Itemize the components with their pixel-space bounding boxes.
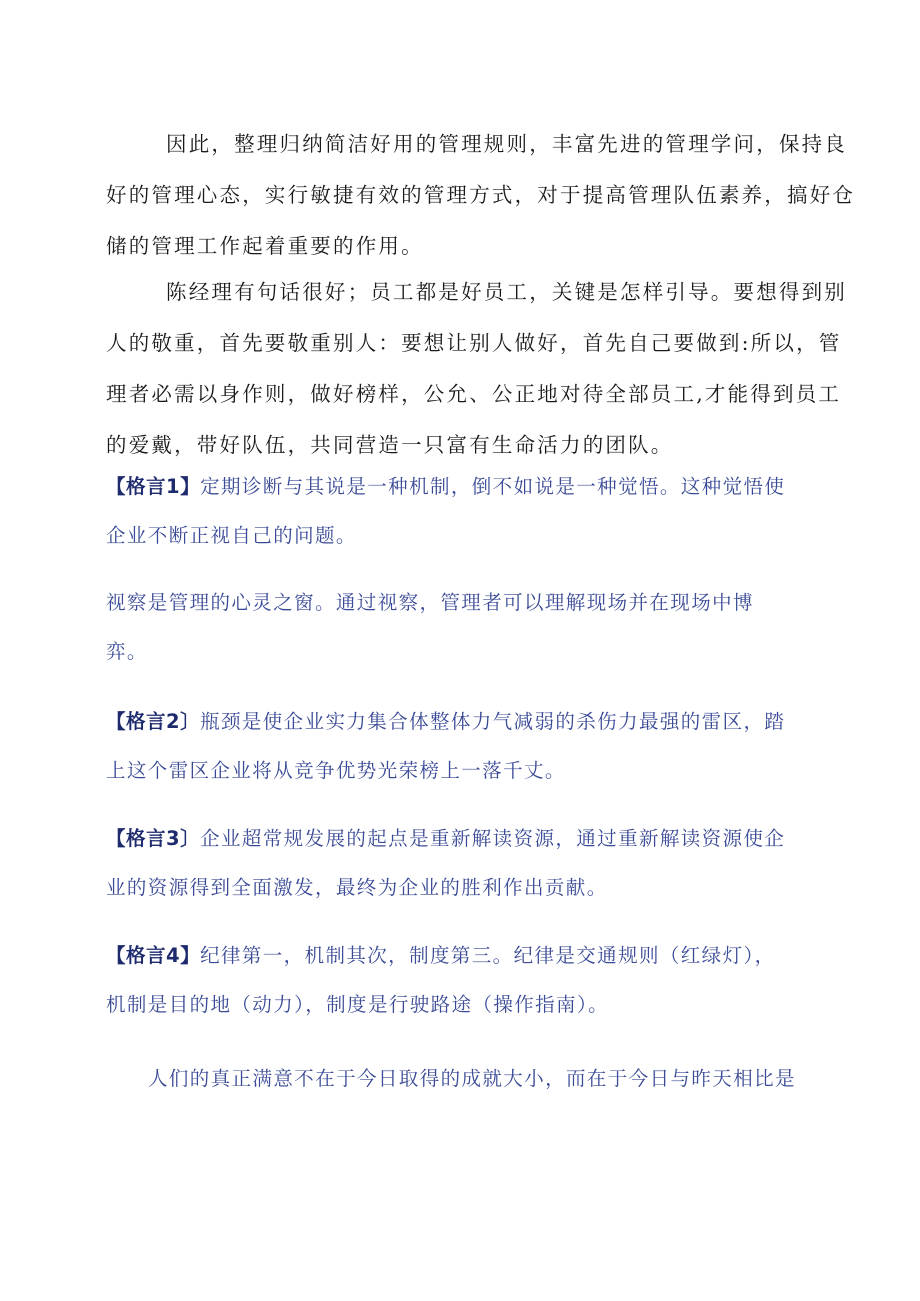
maxim-1 (106, 462, 785, 560)
paragraph-line: 好的管理心态，实行敏捷有效的管理方式，对于提高管理队伍素养，搞好仓 (106, 183, 856, 207)
maxim-text: 瓶颈是使企业实力集合体整体力气减弱的杀伤力最强的雷区，踏 (200, 710, 786, 733)
maxim-line: 业的资源得到全面激发，最终为企业的胜利作出贡献。 (106, 876, 608, 899)
maxim-4 (106, 931, 776, 1029)
maxim-line: 机制是目的地（动力），制度是行驶路途（操作指南）。 (106, 993, 610, 1016)
maxim-line (106, 462, 785, 511)
maxim-line: 视察是管理的心灵之窗。通过视察，管理者可以理解现场并在现场中博 (106, 591, 754, 614)
paragraph-management-rules (106, 119, 855, 272)
maxim-line: 弈。 (106, 640, 148, 663)
paragraph-line: 因此，整理归纳简洁好用的管理规则，丰富先进的管理学问，保持良 (166, 132, 847, 156)
maxim-2 (106, 697, 785, 795)
maxim-tag: 【格言3〕 (106, 827, 201, 850)
maxim-text: 定期诊断与其说是一种机制，倒不如说是一种觉悟。这种觉悟使 (200, 475, 786, 498)
maxim-line (106, 931, 776, 980)
paragraph-line: 储的管理工作起着重要的作用。 (106, 234, 424, 258)
maxim-line (106, 814, 785, 863)
maxim-text: 企业超常规发展的起点是重新解读资源，通过重新解读资源使企 (200, 827, 786, 850)
paragraph-line: 人们的真正满意不在于今日取得的成就大小，而在于今日与昨天相比是 (148, 1067, 796, 1090)
paragraph-line: 的爱戴，带好队伍，共同营造一只富有生命活力的团队。 (106, 433, 674, 457)
paragraph-manager-quote (106, 267, 847, 471)
maxim-line: 上这个雷区企业将从竞争优势光荣榜上一落千丈。 (106, 759, 566, 782)
paragraph-line: 理者必需以身作则，做好榜样，公允、公正地对待全部员工,才能得到员工 (106, 382, 842, 406)
closing-paragraph (148, 1054, 796, 1103)
maxim-line: 企业不断正视自己的问题。 (106, 524, 357, 547)
maxim-tag: 【格言4】 (106, 944, 201, 967)
maxim-tag: 【格言2〕 (106, 710, 201, 733)
paragraph-line: 人的敬重，首先要敬重别人：要想让别人做好，首先自己要做到:所以，管 (106, 331, 842, 355)
maxim-text: 纪律第一，机制其次，制度第三。纪律是交通规则（红绿灯）， (200, 944, 776, 967)
maxim-tag: 【格言1】 (106, 475, 201, 498)
maxim-line (106, 697, 785, 746)
maxim-3 (106, 814, 785, 912)
observation-paragraph (106, 578, 754, 676)
paragraph-line: 陈经理有句话很好；员工都是好员工，关键是怎样引导。要想得到别 (166, 280, 847, 304)
